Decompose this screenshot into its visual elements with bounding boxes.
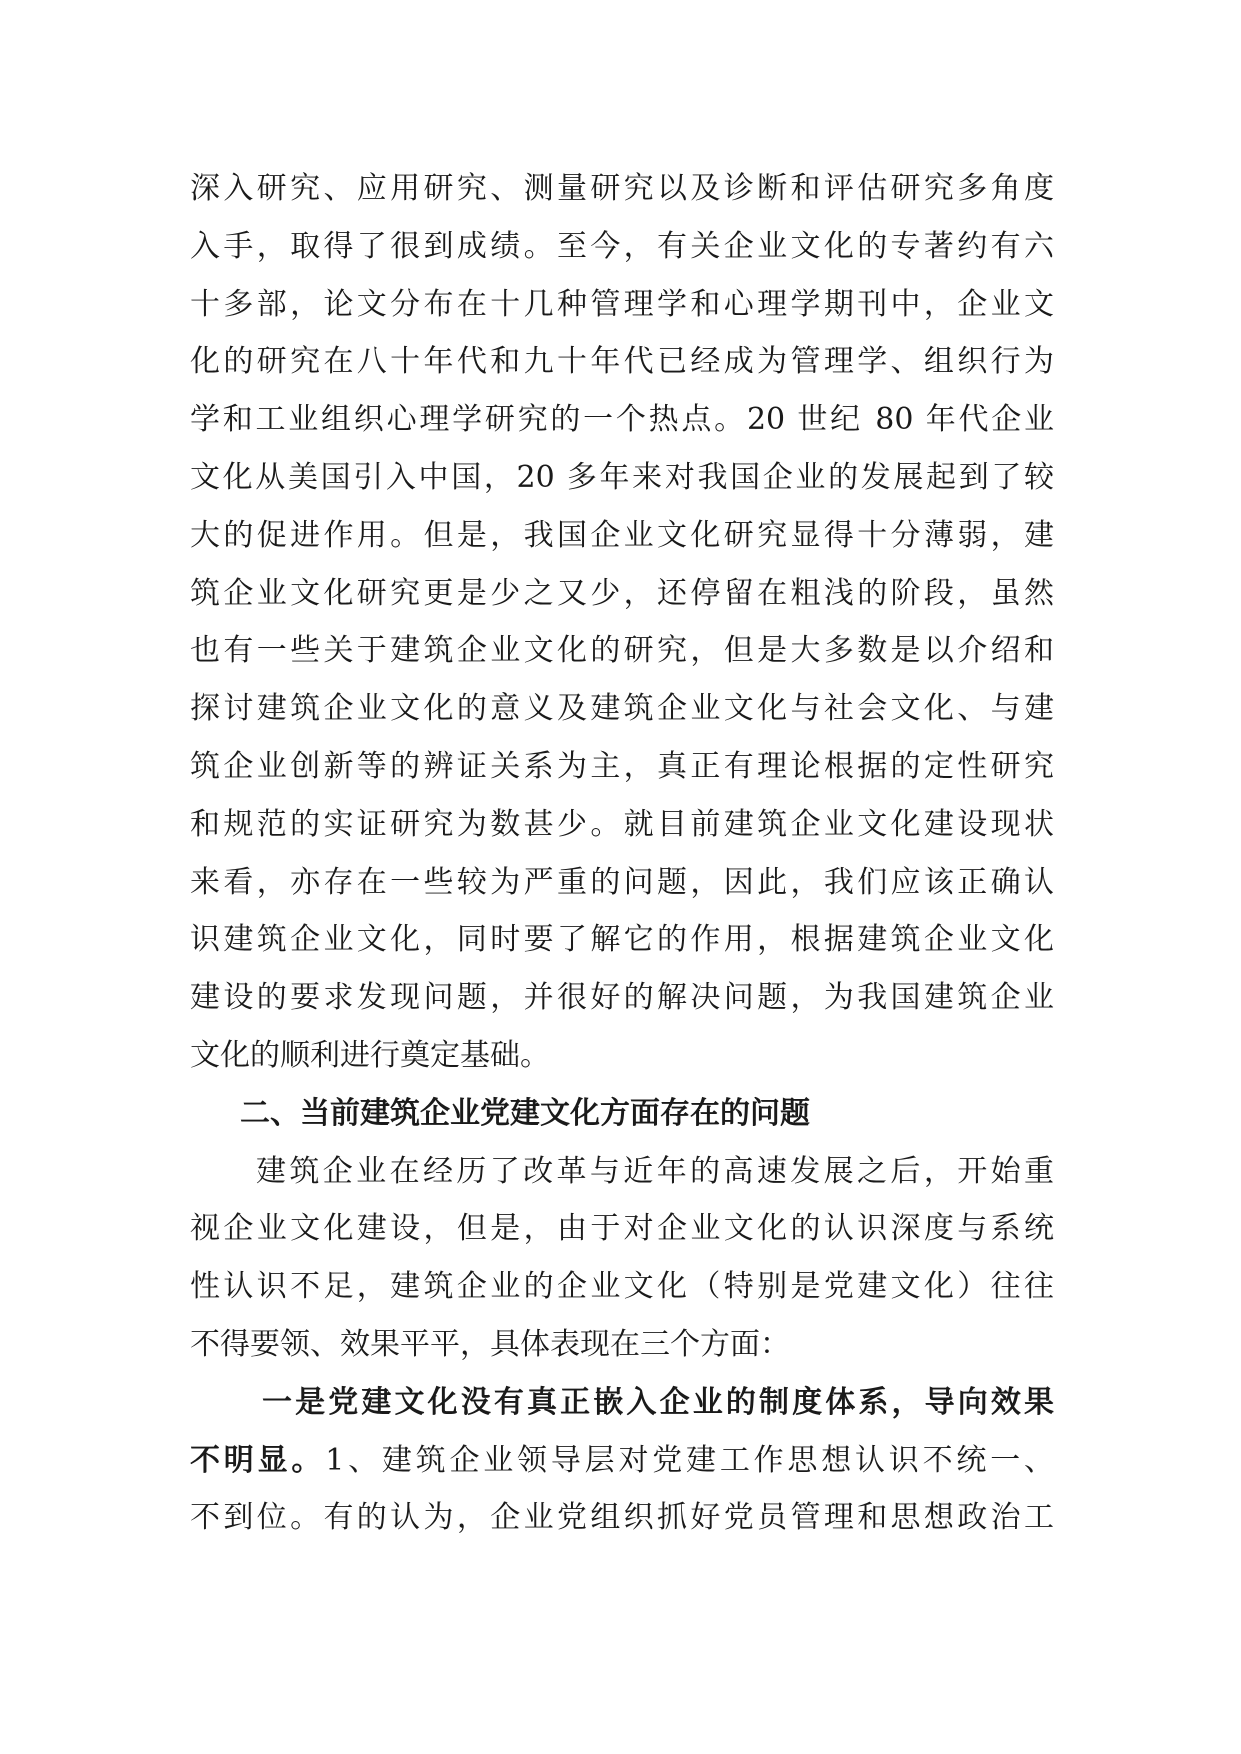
text-line: 和规范的实证研究为数甚少。就目前建筑企业文化建设现状 <box>190 806 1054 842</box>
point-text: 1、建筑企业领导层对党建工作思想认识不统一、 <box>325 1442 1054 1478</box>
text-line: 视企业文化建设，但是，由于对企业文化的认识深度与系统 <box>190 1211 1054 1247</box>
text-line: 十多部，论文分布在十几种管理学和心理学期刊中，企业文 <box>190 286 1054 322</box>
text-line: 入手，取得了很到成绩。至今，有关企业文化的专著约有六 <box>190 228 1054 264</box>
body-text <box>190 160 1054 1547</box>
text-line <box>190 1432 1054 1490</box>
text-line: 大的促进作用。但是，我国企业文化研究显得十分薄弱，建 <box>190 517 1054 553</box>
text-line: 建设的要求发现问题，并很好的解决问题，为我国建筑企业 <box>190 980 1054 1016</box>
text-line: 不到位。有的认为，企业党组织抓好党员管理和思想政治工 <box>190 1500 1054 1536</box>
text-line: 学和工业组织心理学研究的一个热点。20 世纪 80 年代企业 <box>190 402 1054 438</box>
text-line: 探讨建筑企业文化的意义及建筑企业文化与社会文化、与建 <box>190 691 1054 727</box>
text-line: 也有一些关于建筑企业文化的研究，但是大多数是以介绍和 <box>190 633 1054 669</box>
point-heading-tail: 不明显。 <box>190 1442 326 1478</box>
text-line: 来看，亦存在一些较为严重的问题，因此，我们应该正确认 <box>190 864 1054 900</box>
text-line: 性认识不足，建筑企业的企业文化（特别是党建文化）往往 <box>190 1269 1054 1305</box>
text-line: 文化的顺利进行奠定基础。 <box>190 1037 550 1073</box>
text-line: 建筑企业在经历了改革与近年的高速发展之后，开始重 <box>256 1153 1054 1189</box>
text-line: 化的研究在八十年代和九十年代已经成为管理学、组织行为 <box>190 344 1054 380</box>
text-line: 不得要领、效果平平，具体表现在三个方面： <box>190 1326 790 1362</box>
point-heading: 一是党建文化没有真正嵌入企业的制度体系，导向效果 <box>262 1384 1054 1420</box>
text-line: 筑企业文化研究更是少之又少，还停留在粗浅的阶段，虽然 <box>190 575 1054 611</box>
text-line: 深入研究、应用研究、测量研究以及诊断和评估研究多角度 <box>190 171 1054 206</box>
text-line: 识建筑企业文化，同时要了解它的作用，根据建筑企业文化 <box>190 922 1054 958</box>
text-line: 文化从美国引入中国，20 多年来对我国企业的发展起到了较 <box>190 459 1054 495</box>
text-line: 筑企业创新等的辨证关系为主，真正有理论根据的定性研究 <box>190 748 1054 784</box>
section-heading: 二、当前建筑企业党建文化方面存在的问题 <box>240 1095 810 1131</box>
